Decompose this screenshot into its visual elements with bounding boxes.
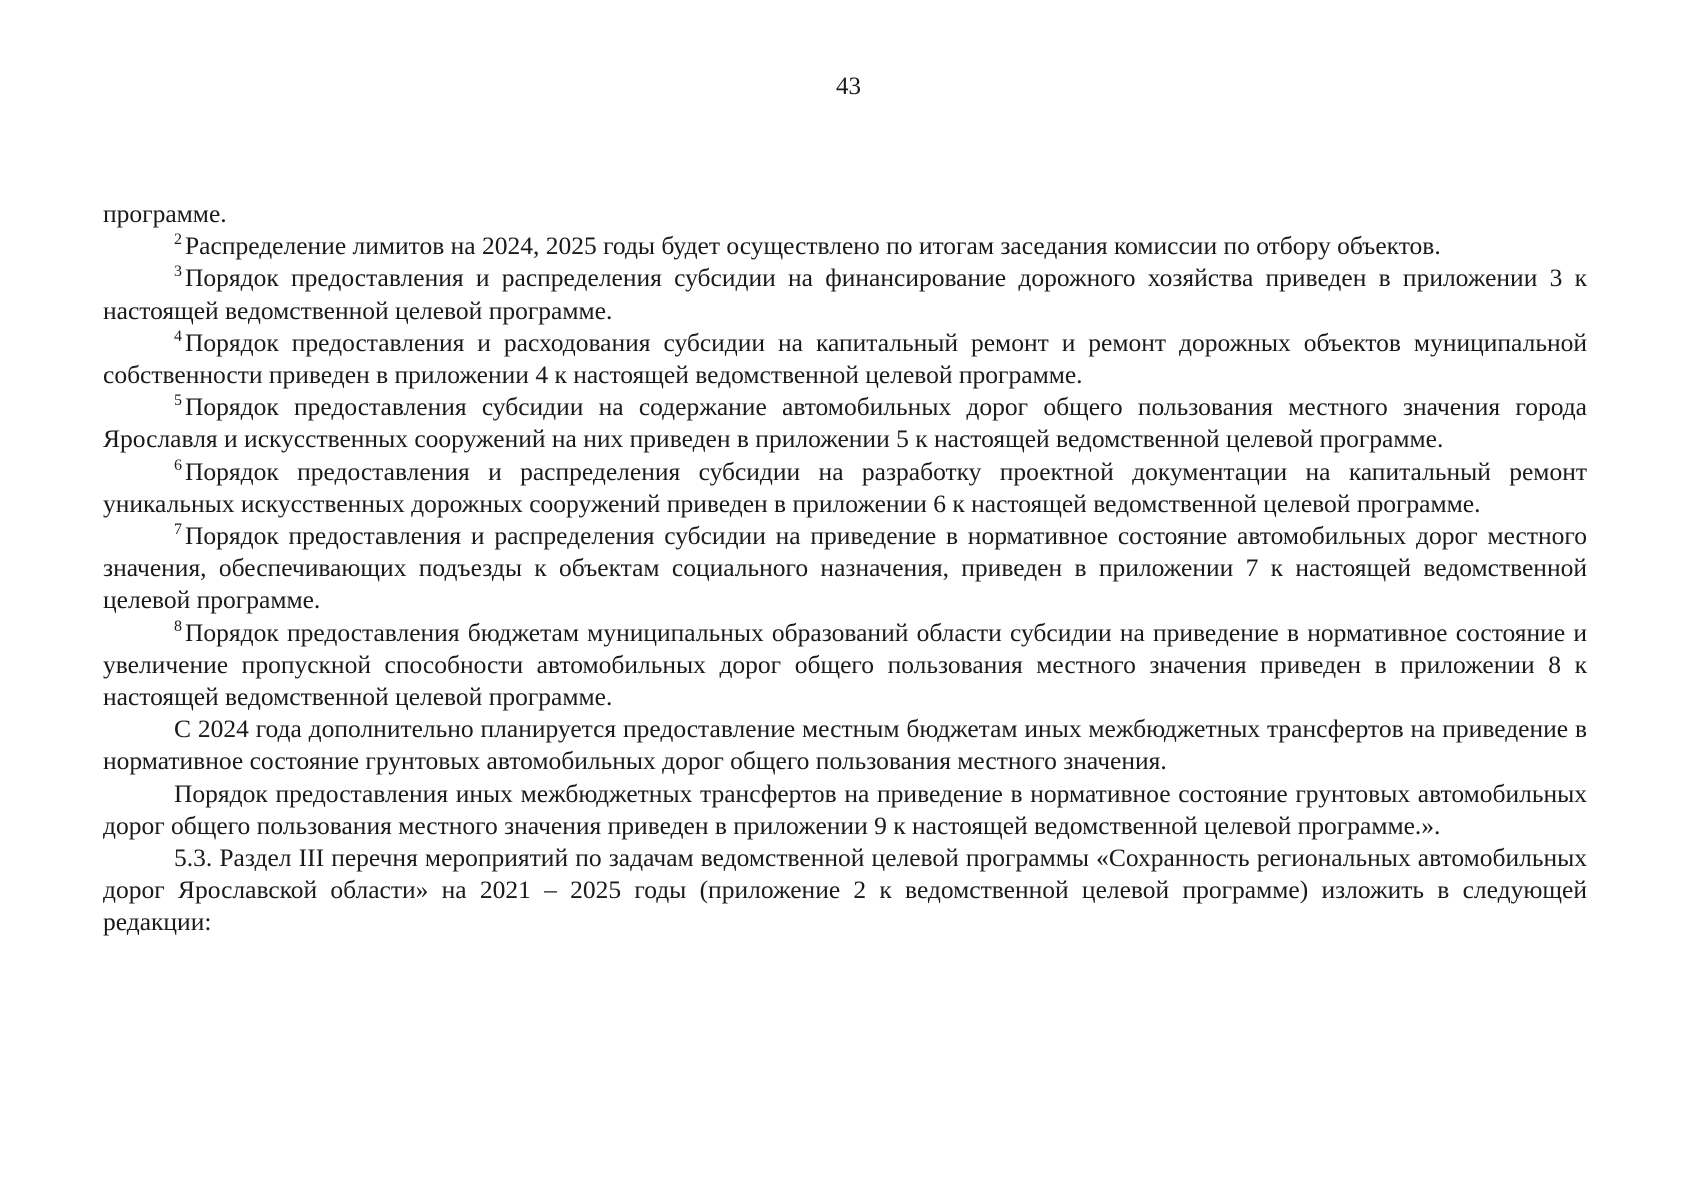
footnote-7	[103, 520, 1587, 617]
footnote-2	[103, 230, 1587, 262]
page-number: 43	[836, 73, 861, 100]
paragraph-continuation	[103, 198, 1587, 230]
paragraph-transfers-procedure	[103, 778, 1587, 842]
footnote-text: Порядок предоставления бюджетам муниципальных образований области субсидии на приведение в нормативное состояние и увеличение пропускной способности автомобильных дорог общего пользования местного значения приведен в приложении 8 к настоящей ведомственной целевой программе.	[103, 617, 1587, 712]
paragraph-text: 5.3. Раздел III перечня мероприятий по задачам ведомственной целевой программы «Сохранность региональных автомобильных дорог Ярославской области» на 2021 – 2025 годы (приложение 2 к ведомственной целевой программе) изложить в следующей редакции:	[103, 843, 1587, 937]
paragraph-text: Порядок предоставления иных межбюджетных трансфертов на приведение в нормативное состояние грунтовых автомобильных дорог общего пользования местного значения приведен в приложении 9 к настоящей ведомственной целевой программе.».	[103, 778, 1587, 840]
footnote-text: Порядок предоставления и распределения субсидии на разработку проектной документации на капитальный ремонт уникальных искусственных дорожных сооружений приведен в приложении 6 к настоящей ведомственной целевой программе.	[103, 456, 1587, 518]
paragraph-text: программе.	[103, 199, 227, 228]
footnote-marker: 7	[174, 521, 182, 539]
document-body	[103, 198, 1587, 939]
footnote-8	[103, 617, 1587, 714]
footnote-5	[103, 391, 1587, 455]
footnote-4	[103, 327, 1587, 391]
footnote-6	[103, 456, 1587, 520]
footnote-marker: 5	[174, 392, 182, 410]
footnote-text: Порядок предоставления и расходования субсидии на капитальный ремонт и ремонт дорожных объектов муниципальной собственности приведен в приложении 4 к настоящей ведомственной целевой программе.	[103, 327, 1587, 390]
footnote-marker: 2	[174, 231, 182, 249]
footnote-marker: 3	[174, 263, 182, 281]
footnote-text: Порядок предоставления субсидии на содержание автомобильных дорог общего пользования местного значения города Ярославля и искусственных сооружений на них приведен в приложении 5 к настоящей ведомственной целевой программе.	[103, 392, 1587, 454]
footnote-marker: 8	[174, 617, 182, 635]
footnote-text: Порядок предоставления и распределения субсидии на финансирование дорожного хозяйства приведен в приложении 3 к настоящей ведомственной целевой программе.	[103, 263, 1587, 325]
footnote-text: Распределение лимитов на 2024, 2025 годы будет осуществлено по итогам заседания комиссии по отбору объектов.	[185, 231, 1441, 261]
footnote-marker: 6	[174, 456, 182, 474]
paragraph-section-5-3	[103, 842, 1587, 939]
paragraph-transfers-2024	[103, 713, 1587, 777]
footnote-text: Порядок предоставления и распределения субсидии на приведение в нормативное состояние автомобильных дорог местного значения, обеспечивающих подъезды к объектам социального назначения, приведен в приложении 7 к настоящей ведомственной целевой программе.	[103, 521, 1587, 615]
footnote-marker: 4	[174, 327, 182, 345]
footnote-3	[103, 262, 1587, 326]
paragraph-text: С 2024 года дополнительно планируется предоставление местным бюджетам иных межбюджетных трансфертов на приведение в нормативное состояние грунтовых автомобильных дорог общего пользования местного значения.	[103, 714, 1587, 776]
